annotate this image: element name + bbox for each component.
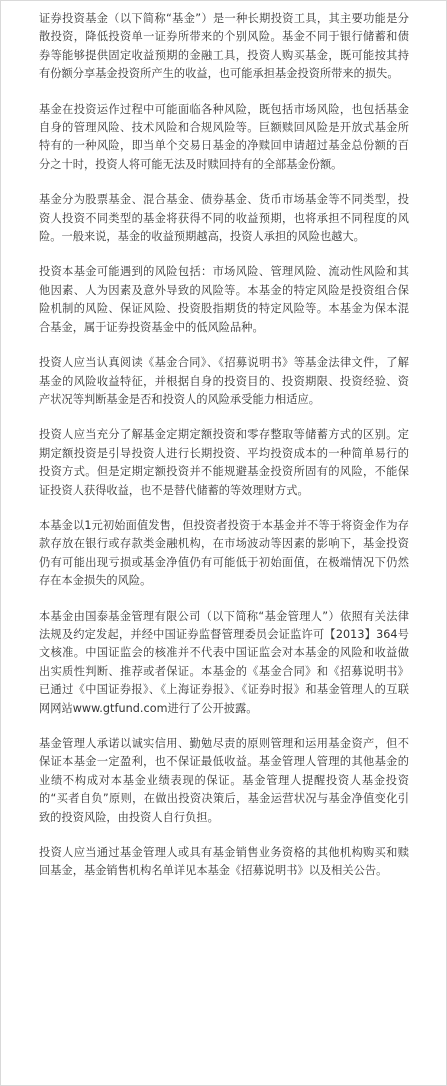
risk-disclosure-text xyxy=(39,10,409,881)
paragraph-read-documents: 投资人应当认真阅读《基金合同》、《招募说明书》等基金法律文件，了解基金的风险收益特征，并根据自身的投资目的、投资期限、投资经验、资产状况等判断基金是否和投资人的风险承受能力相适应。 xyxy=(39,356,409,406)
paragraph-operational-risks: 基金在投资运作过程中可能面临各种风险，既包括市场风险，也包括基金自身的管理风险、技术风险和合规风险等。巨额赎回风险是开放式基金所特有的一种风险，即当单个交易日基金的净赎回申请超过基金总份额的百分之十时，投资人将可能无法及时赎回持有的全部基金份额。 xyxy=(39,102,409,171)
paragraph-fund-types: 基金分为股票基金、混合基金、债券基金、货币市场基金等不同类型，投资人投资不同类型的基金将获得不同的收益预期，也将承担不同程度的风险。一般来说，基金的收益预期越高，投资人承担的风险也越大。 xyxy=(39,193,409,244)
paragraph-initial-value: 本基金以1元初始面值发售，但投资者投资于本基金并不等于将资金作为存款存放在银行或存款类金融机构，在市场波动等因素的影响下，基金投资仍有可能出现亏损或基金净值仍有可能低于初始面值，在极端情况下仍然存在本金损失的风险。 xyxy=(39,518,409,588)
paragraph-purchase-channels: 投资人应当通过基金管理人或具有基金销售业务资格的其他机构购买和赎回基金，基金销售机构名单详见本基金《招募说明书》以及相关公告。 xyxy=(39,846,409,878)
paragraph-manager-commitment: 基金管理人承诺以诚实信用、勤勉尽责的原则管理和运用基金资产，但不保证本基金一定盈利，也不保证最低收益。基金管理人管理的其他基金的业绩不构成对本基金业绩表现的保证。基金管理人提醒投资人基金投资的“买者自负”原则，在做出投资决策后，基金运营状况与基金净值变化引致的投资风险，由投资人自行负担。 xyxy=(39,737,409,824)
paragraph-specific-risks: 投资本基金可能遇到的风险包括：市场风险、管理风险、流动性风险和其他因素、人为因素及意外导致的风险等。本基金的特定风险是投资组合保险机制的风险、保证风险、投资股指期货的特定风险等。本基金为保本混合基金，属于证券投资基金中的低风险品种。 xyxy=(39,265,409,334)
paragraph-regular-investment: 投资人应当充分了解基金定期定额投资和零存整取等储蓄方式的区别。定期定额投资是引导投资人进行长期投资、平均投资成本的一种简单易行的投资方式。但是定期定额投资并不能规避基金投资所固有的风险，不能保证投资人获得收益，也不是替代储蓄的等效理财方式。 xyxy=(39,428,409,497)
paragraph-fund-manager: 本基金由国泰基金管理有限公司（以下简称“基金管理人”）依照有关法律法规及约定发起，并经中国证券监督管理委员会证监许可【2013】364号文核准。中国证监会的核准并不代表中国证监会对本基金的风险和收益做出实质性判断、推荐或者保证。本基金的《基金合同》和《招募说明书》已通过《中国证券报》、《上海证券报》、《证券时报》和基金管理人的互联网网站www.gtfund.com进行了公开披露。 xyxy=(39,609,409,715)
paragraph-fund-overview: 证券投资基金（以下简称“基金”）是一种长期投资工具，其主要功能是分散投资，降低投资单一证券所带来的个别风险。基金不同于银行储蓄和债券等能够提供固定收益预期的金融工具，投资人购买基金，既可能按其持有份额分享基金投资所产生的收益，也可能承担基金投资所带来的损失。 xyxy=(39,12,409,81)
